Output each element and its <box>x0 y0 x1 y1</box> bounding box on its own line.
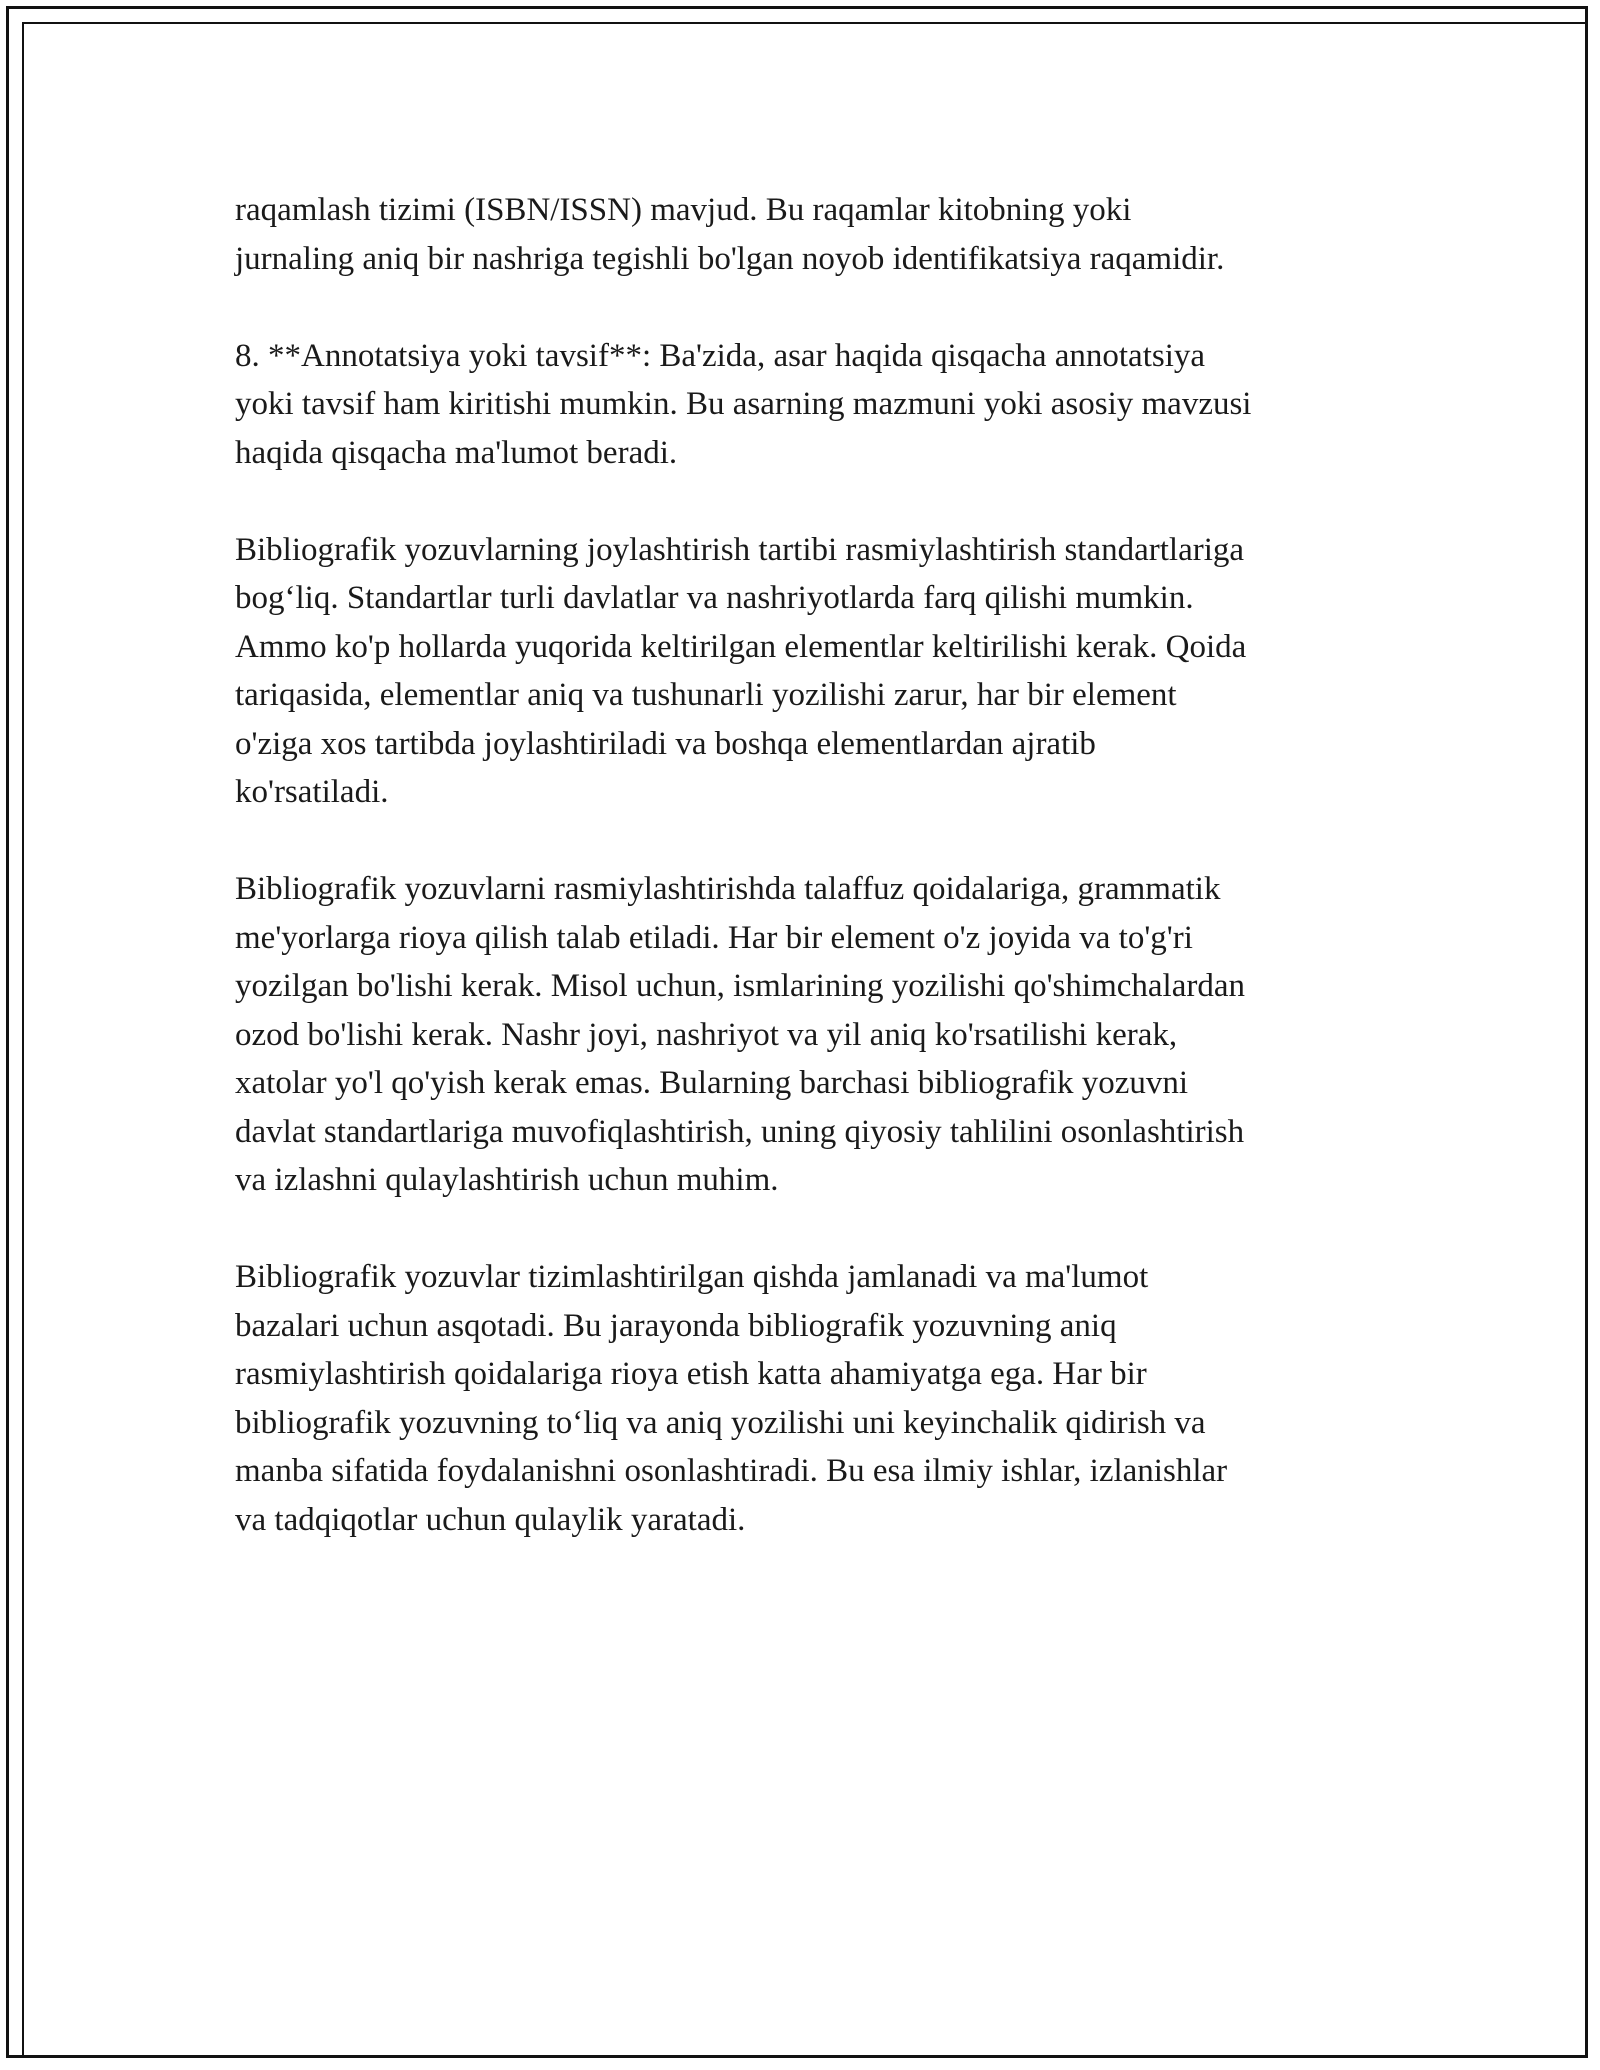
paragraph-annotation <box>235 332 1375 478</box>
text-line: 8. **Annotatsiya yoki tavsif**: Ba'zida, asar haqida qisqacha annotatsiya <box>235 337 1206 374</box>
paragraph-systematization <box>235 1253 1375 1544</box>
text-line: bibliografik yozuvning to‘liq va aniq yozilishi uni keyinchalik qidirish va <box>235 1404 1206 1441</box>
text-line: Ammo ko'p hollarda yuqorida keltirilgan elementlar keltirilishi kerak. Qoida <box>235 628 1247 665</box>
text-line: tariqasida, elementlar aniq va tushunarli yozilishi zarur, har bir element <box>235 677 1177 713</box>
text-line: xatolar yo'l qo'yish kerak emas. Bularning barchasi bibliografik yozuvni <box>235 1065 1189 1101</box>
text-line: yoki tavsif ham kiritishi mumkin. Bu asarning mazmuni yoki asosiy mavzusi <box>235 386 1252 422</box>
text-line: Bibliografik yozuvlarni rasmiylashtirishda talaffuz qoidalariga, grammatik <box>235 871 1221 907</box>
document-body <box>235 186 1375 1593</box>
text-line: jurnaling aniq bir nashriga tegishli bo'lgan noyob identifikatsiya raqamidir. <box>235 240 1225 277</box>
paragraph-grammar-rules <box>235 865 1375 1205</box>
text-line: bog‘liq. Standartlar turli davlatlar va nashriyotlarda farq qilishi mumkin. <box>235 580 1194 616</box>
paragraph-isbn <box>235 186 1375 283</box>
text-line: bazalari uchun asqotadi. Bu jarayonda bibliografik yozuvning aniq <box>235 1307 1117 1344</box>
text-line: yozilgan bo'lishi kerak. Misol uchun, ismlarining yozilishi qo'shimchalardan <box>235 968 1245 1004</box>
text-line: raqamlash tizimi (ISBN/ISSN) mavjud. Bu raqamlar kitobning yoki <box>235 192 1132 228</box>
text-line: ozod bo'lishi kerak. Nashr joyi, nashriyot va yil aniq ko'rsatilishi kerak, <box>235 1016 1178 1053</box>
text-line: haqida qisqacha ma'lumot beradi. <box>235 434 678 471</box>
text-line: me'yorlarga rioya qilish talab etiladi. Har bir element o'z joyida va to'g'ri <box>235 919 1193 956</box>
text-line: Bibliografik yozuvlarning joylashtirish tartibi rasmiylashtirish standartlariga <box>235 531 1245 568</box>
text-line: va izlashni qulaylashtirish uchun muhim. <box>235 1162 779 1198</box>
text-line: rasmiylashtirish qoidalariga rioya etish katta ahamiyatga ega. Har bir <box>235 1356 1147 1392</box>
text-line: Bibliografik yozuvlar tizimlashtirilgan qishda jamlanadi va ma'lumot <box>235 1259 1149 1295</box>
text-line: va tadqiqotlar uchun qulaylik yaratadi. <box>235 1501 746 1538</box>
paragraph-placement-order <box>235 526 1375 817</box>
text-line: ko'rsatiladi. <box>235 774 389 810</box>
text-line: o'ziga xos tartibda joylashtiriladi va boshqa elementlardan ajratib <box>235 725 1096 762</box>
text-line: manba sifatida foydalanishni osonlashtiradi. Bu esa ilmiy ishlar, izlanishlar <box>235 1453 1228 1489</box>
text-line: davlat standartlariga muvofiqlashtirish, uning qiyosiy tahlilini osonlashtirish <box>235 1113 1245 1150</box>
